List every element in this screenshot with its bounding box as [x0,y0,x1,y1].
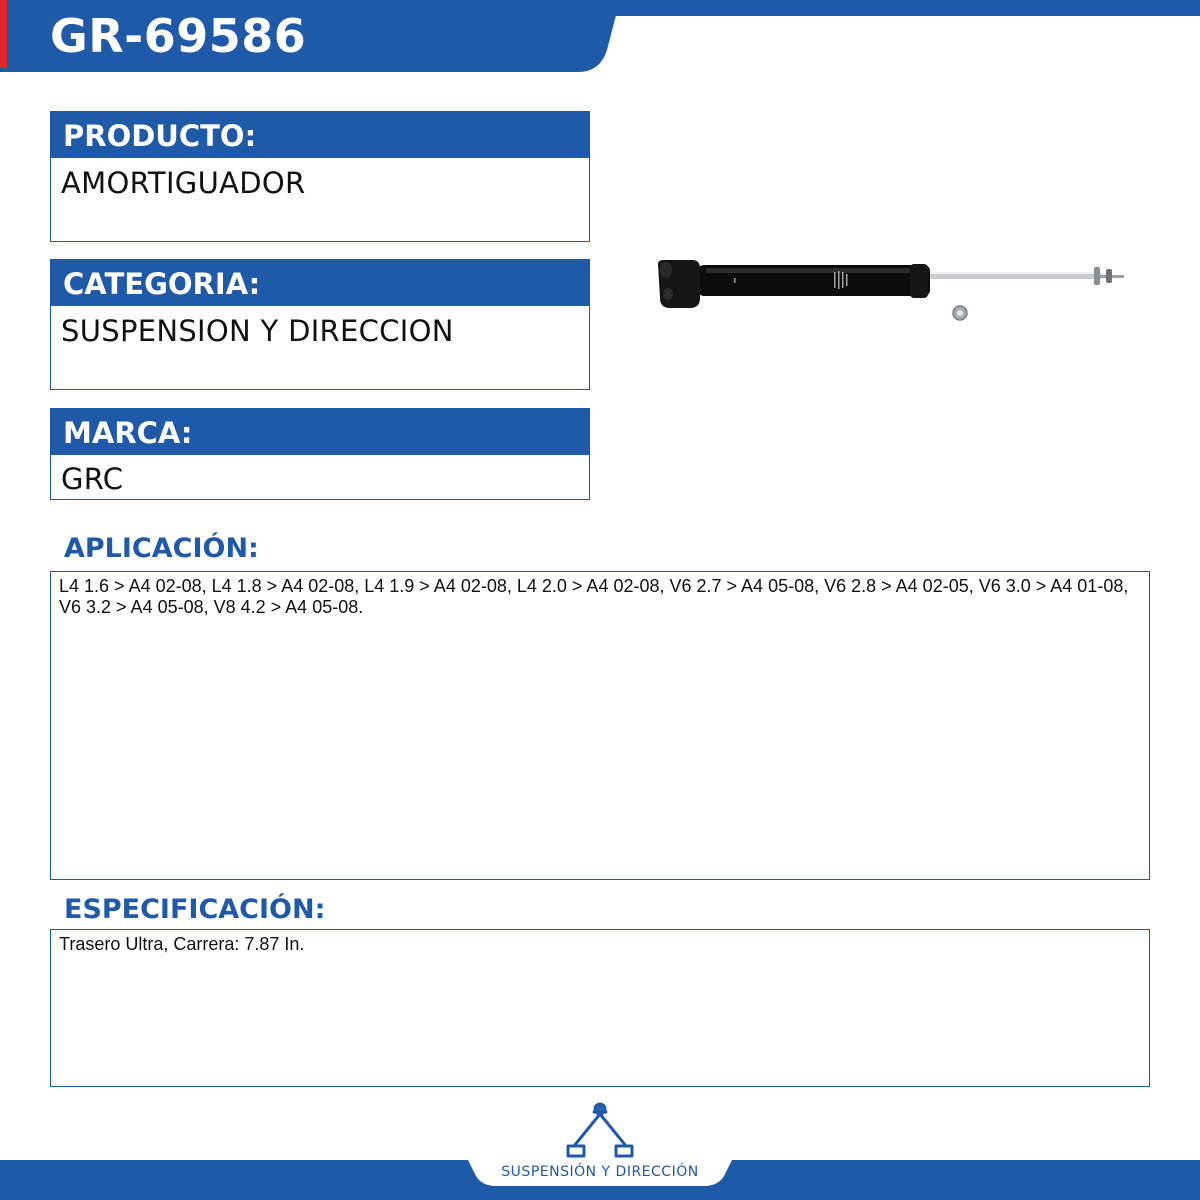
field-marca-value: GRC [61,462,124,496]
aplicacion-title: APLICACIÓN: [64,533,259,564]
especificacion-box [50,929,1150,1087]
field-categoria-label: CATEGORIA: [51,260,589,306]
red-accent-stripe [0,0,7,68]
field-marca [50,408,590,500]
field-producto-label: PRODUCTO: [51,112,589,158]
aplicacion-box [50,571,1150,880]
aplicacion-text: L4 1.6 > A4 02-08, L4 1.8 > A4 02-08, L4 1.9 > A4 02-08, L4 2.0 > A4 02-08, V6 2.7 > A4 05-08, V6 2.8 > A4 02-05, V6 3.0 > A4 01-08, V6 3.2 > A4 05-08, V8 4.2 > A4 05-08. [59,576,1129,617]
shock-absorber-image [648,250,1138,330]
especificacion-title: ESPECIFICACIÓN: [64,894,326,925]
field-categoria [50,259,590,390]
footer-category-label: SUSPENSIÓN Y DIRECCIÓN [501,1164,699,1180]
especificacion-text: Trasero Ultra, Carrera: 7.87 In. [59,934,305,954]
suspension-arm-icon [566,1100,634,1160]
field-producto-value: AMORTIGUADOR [61,166,306,200]
part-number-title: GR-69586 [50,9,307,63]
field-marca-label: MARCA: [51,409,589,455]
field-producto [50,111,590,242]
field-categoria-value: SUSPENSION Y DIRECCION [61,314,454,348]
